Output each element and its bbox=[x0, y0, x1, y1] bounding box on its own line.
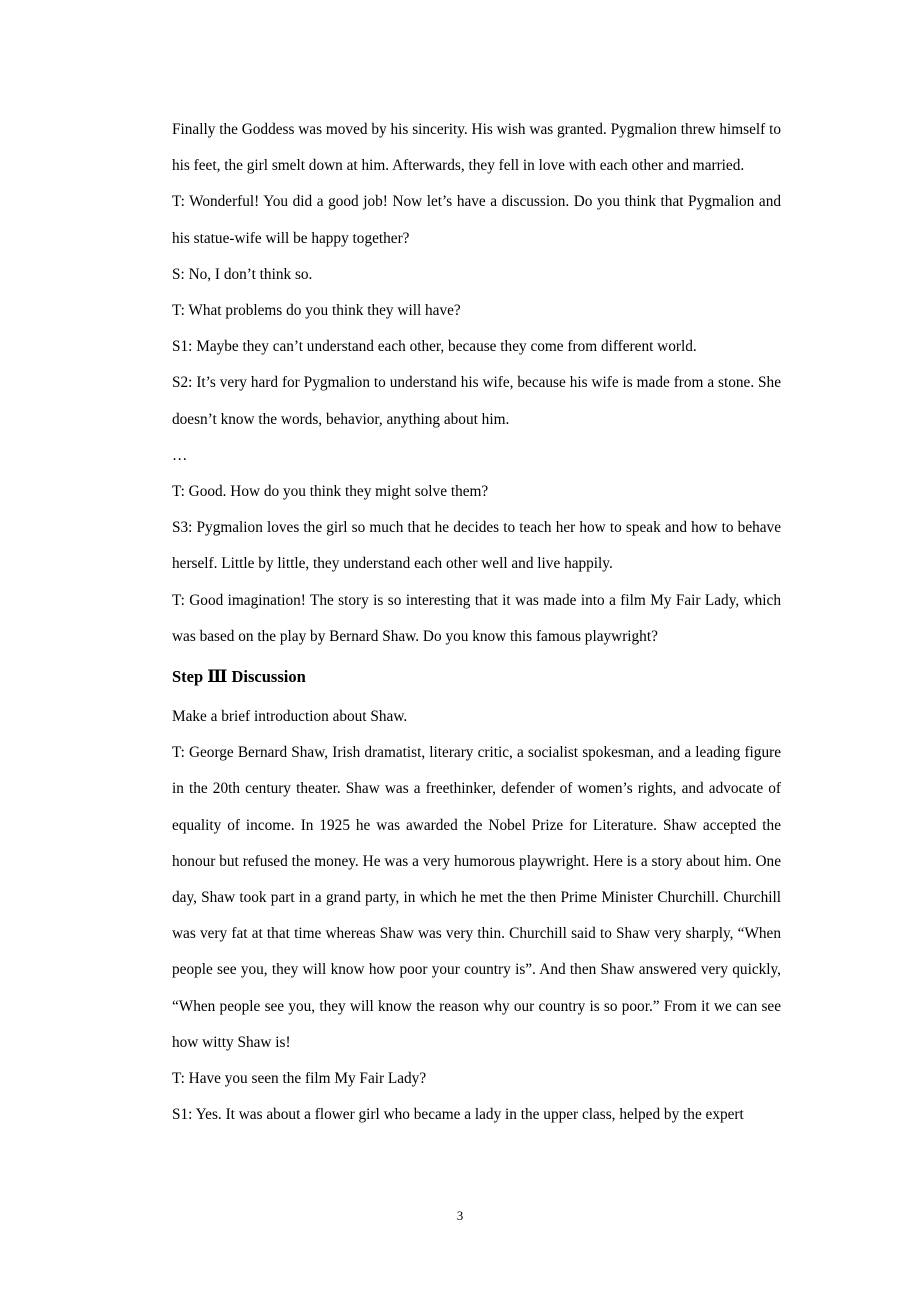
teacher-line: T: George Bernard Shaw, Irish dramatist, literary critic, a socialist spokesman, and a leading figure in the 20th century theater. Shaw was a freethinker, defender of women’s rights, and advocate of equality of income. In 1925 he was awarded the Nobel Prize for Literature. Shaw accepted the honour but refused the money. He was a very humorous playwright. Here is a story about him. One day, Shaw took part in a grand party, in which he met the then Prime Minister Churchill. Churchill was very fat at that time whereas Shaw was very thin. Churchill said to Shaw very sharply, “When people see you, they will know how poor your country is”. And then Shaw answered very quickly, “When people see you, they will know the reason why our country is so poor.” From it we can see how witty Shaw is! bbox=[172, 744, 781, 1051]
teacher-line: T: Wonderful! You did a good job! Now let’s have a discussion. Do you think that Pygmalion and his statue-wife will be happy together? bbox=[172, 193, 781, 247]
goddess-paragraph: Finally the Goddess was moved by his sincerity. His wish was granted. Pygmalion threw himself to his feet, the girl smelt down at him. Afterwards, they fell in love with each other and married. bbox=[172, 121, 781, 175]
section-heading: Step Ⅲ Discussion bbox=[172, 667, 306, 687]
teacher-line: T: Have you seen the film My Fair Lady? bbox=[172, 1070, 427, 1088]
ellipsis-line: … bbox=[172, 446, 188, 464]
student-line: S3: Pygmalion loves the girl so much that he decides to teach her how to speak and how to behave herself. Little by little, they understand each other well and live happily. bbox=[172, 519, 781, 573]
student-line: S1: Maybe they can’t understand each other, because they come from different world. bbox=[172, 338, 697, 356]
instruction-line: Make a brief introduction about Shaw. bbox=[172, 708, 408, 726]
student-line: S1: Yes. It was about a flower girl who became a lady in the upper class, helped by the expert bbox=[172, 1106, 744, 1124]
teacher-line: T: Good imagination! The story is so interesting that it was made into a film My Fair Lady, which was based on the play by Bernard Shaw. Do you know this famous playwright? bbox=[172, 591, 781, 645]
student-line: S2: It’s very hard for Pygmalion to understand his wife, because his wife is made from a stone. She doesn’t know the words, behavior, anything about him. bbox=[172, 374, 781, 428]
document-body bbox=[172, 112, 781, 1133]
teacher-line: T: What problems do you think they will have? bbox=[172, 302, 461, 320]
student-line: S: No, I don’t think so. bbox=[172, 265, 313, 283]
teacher-line: T: Good. How do you think they might solve them? bbox=[172, 483, 489, 501]
page-number: 3 bbox=[456, 1208, 464, 1223]
